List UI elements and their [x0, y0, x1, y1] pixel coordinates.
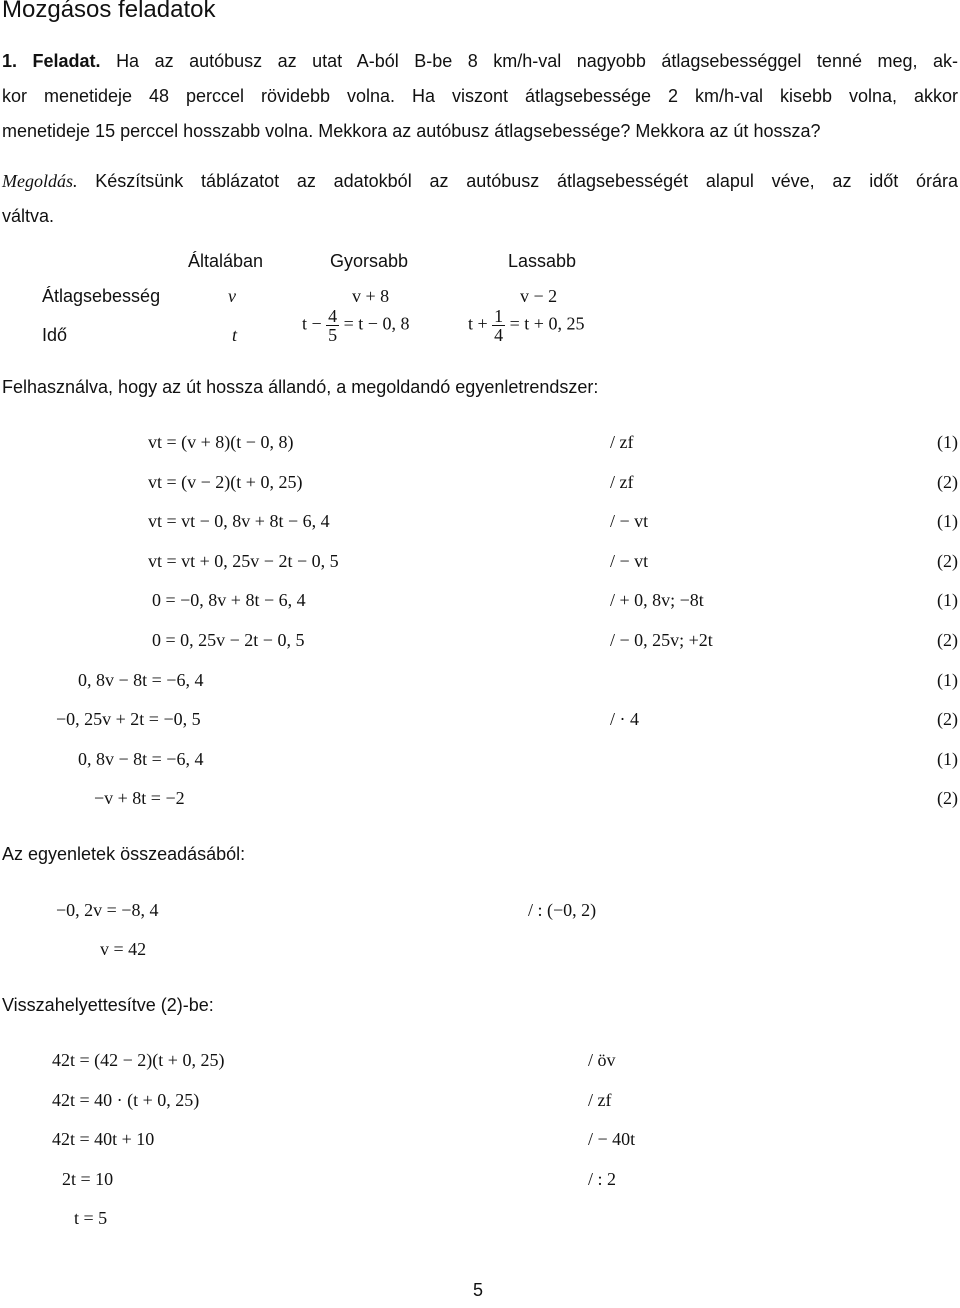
solution-text-line2: váltva.: [2, 206, 55, 226]
equation-operation: / + 0, 8v; −8t: [610, 590, 704, 610]
equation-lhs: −0, 2v = −8, 4: [56, 900, 159, 920]
equation-number: (1): [937, 511, 958, 531]
table-time-slower: t + $\frac{1}{4}$ = t + 0, 25: [468, 306, 585, 345]
equation-lhs: 2t = 10: [62, 1169, 114, 1189]
equation-operation: / zf: [610, 472, 634, 492]
table-speed-slower: v − 2: [520, 286, 558, 306]
equation-operation: / : (−0, 2): [528, 900, 597, 920]
equation-operation: / − 40t: [588, 1129, 636, 1149]
equation-operation: / öv: [588, 1050, 616, 1070]
equation-operation: / − 0, 25v; +2t: [610, 630, 713, 650]
equation-operation: / zf: [588, 1090, 612, 1110]
table-header-general: Általában: [188, 251, 264, 271]
equation-number: (1): [937, 590, 958, 610]
equation-lhs: v = 42: [100, 939, 147, 959]
substitution-intro: Visszahelyettesítve (2)-be:: [2, 995, 214, 1015]
page-title: Mozgásos feladatok: [2, 0, 216, 23]
equation-lhs: 0, 8v − 8t = −6, 4: [78, 670, 204, 690]
table-header-slower: Lassabb: [508, 251, 577, 271]
table-speed-general: v: [228, 286, 236, 306]
equation-lhs: vt = vt + 0, 25v − 2t − 0, 5: [148, 551, 339, 571]
task-label: 1. Feladat.: [2, 51, 101, 71]
fraction-4-5: $\frac{4}{5}$: [328, 306, 338, 345]
table-time-faster: t − $\frac{4}{5}$ = t − 0, 8: [302, 306, 410, 345]
equation-lhs: 0 = 0, 25v − 2t − 0, 5: [152, 630, 305, 650]
table-header-faster: Gyorsabb: [330, 251, 409, 271]
solution-paragraph: [2, 164, 958, 234]
equation-operation: / − vt: [610, 551, 649, 571]
system-intro: Felhasználva, hogy az út hossza állandó, a megoldandó egyenletrendszer:: [2, 377, 599, 397]
equation-lhs: vt = (v + 8)(t − 0, 8): [148, 432, 294, 452]
task-text-line2: kor menetideje 48 perccel rövidebb volna. Ha viszont átlagsebessége 2 km/h-val kisebb volna, akkor: [2, 86, 958, 106]
equation-operation: / − vt: [610, 511, 649, 531]
task-paragraph: [2, 44, 958, 149]
equation-lhs: vt = (v − 2)(t + 0, 25): [148, 472, 303, 492]
equation-lhs: −v + 8t = −2: [94, 788, 185, 808]
equation-number: (2): [937, 472, 958, 492]
equation-operation: / : 2: [588, 1169, 617, 1189]
equation-number: (1): [937, 749, 958, 769]
sum-intro: Az egyenletek összeadásából:: [2, 844, 246, 864]
solution-text-line1: Készítsünk táblázatot az adatokból az autóbusz átlagsebességét alapul véve, az időt órára: [95, 171, 958, 191]
fraction-1-4: $\frac{1}{4}$: [494, 306, 504, 345]
equation-lhs: 42t = 40t + 10: [52, 1129, 155, 1149]
table-speed-faster: v + 8: [352, 286, 390, 306]
equation-lhs: 42t = 40 · (t + 0, 25): [52, 1090, 200, 1110]
solution-label: Megoldás.: [2, 171, 78, 191]
task-text-line3: menetideje 15 perccel hosszabb volna. Mekkora az autóbusz átlagsebessége? Mekkora az út hossza?: [2, 121, 821, 141]
equation-lhs: 0 = −0, 8v + 8t − 6, 4: [152, 590, 306, 610]
equation-number: (2): [937, 788, 958, 808]
equation-number: (2): [937, 709, 958, 729]
equation-number: (1): [937, 670, 958, 690]
task-text-line1: Ha az autóbusz az utat A-ból B-be 8 km/h-val nagyobb átlagsebességgel tenné meg, ak-: [116, 51, 959, 71]
table-row-time-label: Idő: [42, 325, 68, 345]
table-time-general: t: [232, 325, 238, 345]
equation-lhs: 0, 8v − 8t = −6, 4: [78, 749, 204, 769]
page-number: 5: [473, 1280, 484, 1300]
table-row-speed-label: Átlagsebesség: [42, 286, 161, 306]
equation-number: (1): [937, 432, 958, 452]
equation-operation: / · 4: [610, 709, 639, 729]
equation-number: (2): [937, 551, 958, 571]
equation-operation: / zf: [610, 432, 634, 452]
equation-lhs: vt = vt − 0, 8v + 8t − 6, 4: [148, 511, 330, 531]
equation-lhs: t = 5: [74, 1208, 108, 1228]
equation-number: (2): [937, 630, 958, 650]
equation-lhs: 42t = (42 − 2)(t + 0, 25): [52, 1050, 225, 1070]
equation-lhs: −0, 25v + 2t = −0, 5: [56, 709, 201, 729]
